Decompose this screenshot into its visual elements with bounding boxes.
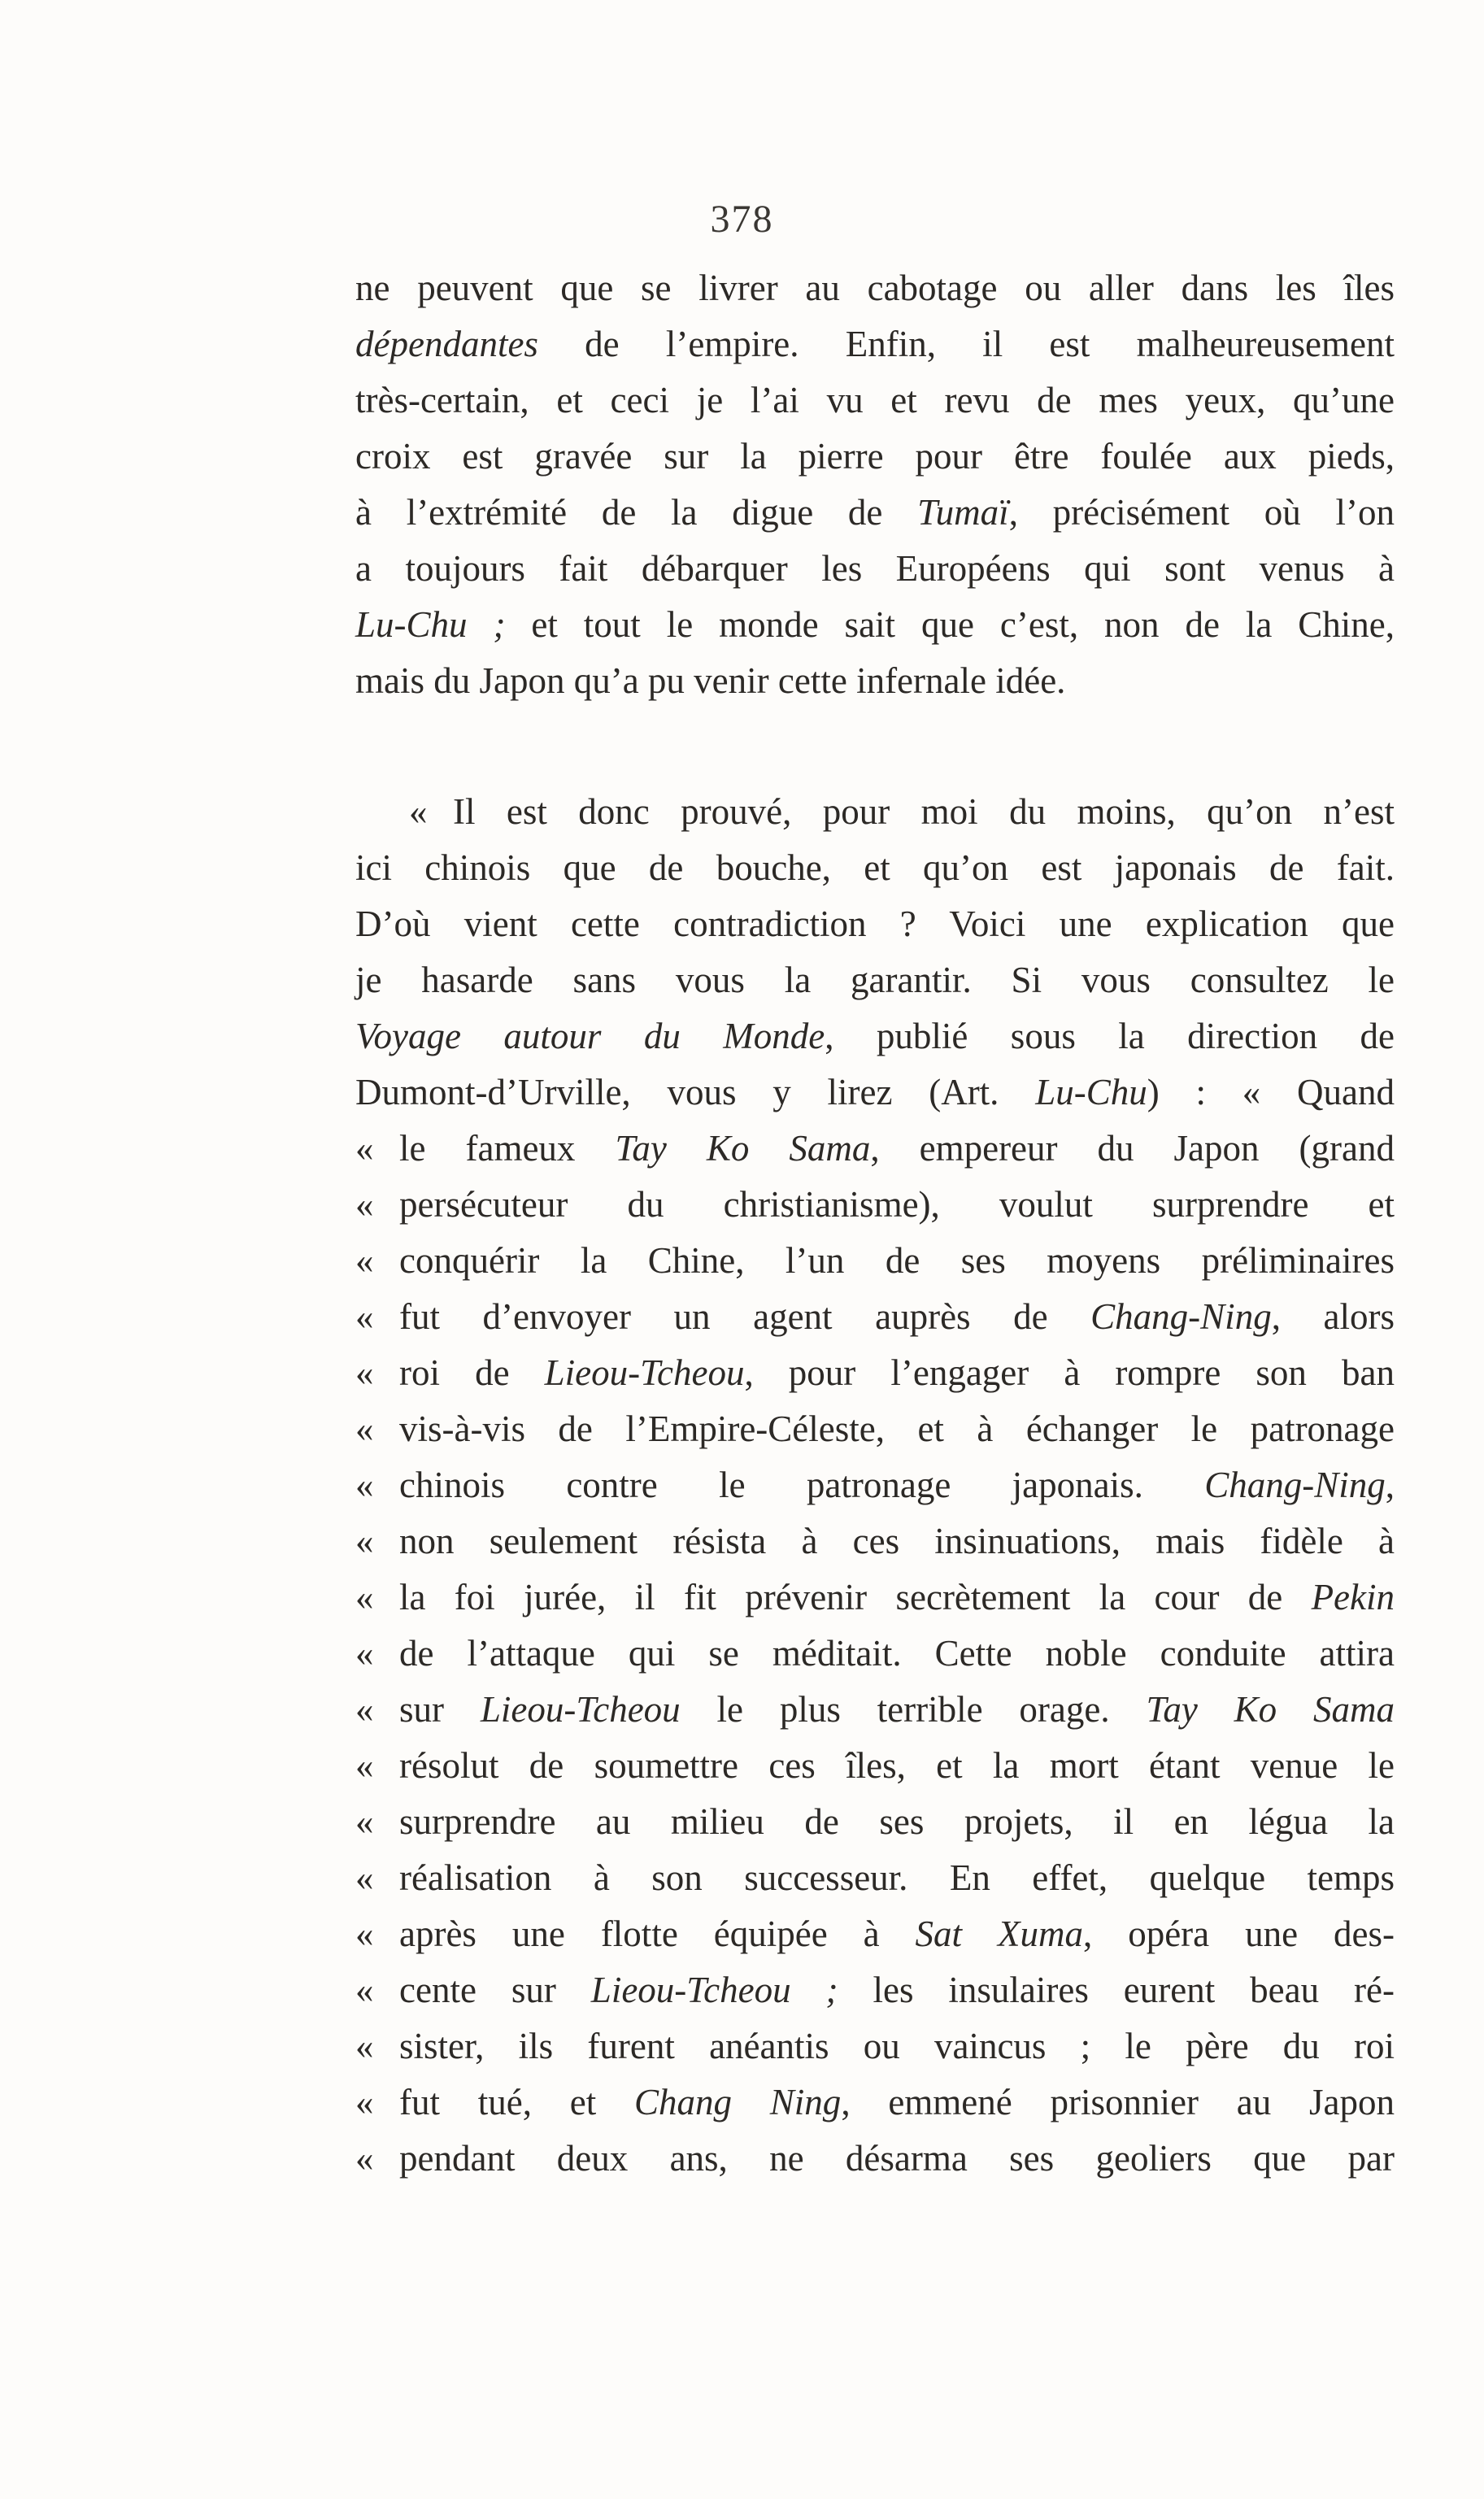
text-line: « après une flotte équipée à Sat Xuma, opéra une des-: [355, 1906, 1395, 1962]
quote-mark: «: [355, 2082, 374, 2122]
text-line: je hasarde sans vous la garantir. Si vous consultez le: [355, 960, 1395, 1000]
quote-mark: «: [355, 1745, 374, 1786]
quote-mark: «: [355, 1633, 374, 1674]
page-number: 378: [710, 198, 774, 241]
quote-mark: «: [355, 1408, 374, 1449]
text-line: dépendantes de l’empire. Enfin, il est malheureusement: [355, 324, 1395, 364]
text-line: croix est gravée sur la pierre pour être foulée aux pieds,: [355, 436, 1395, 477]
text-line: « chinois contre le patronage japonais. Chang-Ning,: [355, 1457, 1395, 1513]
text-line: D’où vient cette contradiction ? Voici une explication que: [355, 903, 1395, 944]
text-line: « sur Lieou-Tcheou le plus terrible orage. Tay Ko Sama: [355, 1682, 1395, 1738]
text-line: « conquérir la Chine, l’un de ses moyens préliminaires: [355, 1233, 1395, 1289]
text-line: « fut tué, et Chang Ning, emmené prisonnier au Japon: [355, 2075, 1395, 2131]
text-line: mais du Japon qu’a pu venir cette infernale idée.: [355, 660, 1066, 701]
text-line: Dumont-d’Urville, vous y lirez (Art. Lu-Chu) : « Quand: [355, 1072, 1395, 1112]
text-line: « Il est donc prouvé, pour moi du moins, qu’on n’est: [355, 784, 1395, 840]
text-line: « non seulement résista à ces insinuations, mais fidèle à: [355, 1513, 1395, 1569]
text-line: « réalisation à son successeur. En effet, quelque temps: [355, 1850, 1395, 1906]
quote-mark: «: [355, 2026, 374, 2066]
quote-mark: «: [355, 1801, 374, 1842]
text-line: « persécuteur du christianisme), voulut surprendre et: [355, 1177, 1395, 1233]
text-line: « cente sur Lieou-Tcheou ; les insulaires eurent beau ré-: [355, 1962, 1395, 2018]
text-line: « résolut de soumettre ces îles, et la mort étant venue le: [355, 1738, 1395, 1794]
quote-mark: «: [355, 1857, 374, 1898]
paragraph-2: [355, 784, 1395, 2187]
quote-mark: «: [355, 1240, 374, 1281]
quote-mark: «: [409, 791, 428, 832]
text-line: « sister, ils furent anéantis ou vaincus ; le père du roi: [355, 2018, 1395, 2075]
text-line: ici chinois que de bouche, et qu’on est japonais de fait.: [355, 847, 1395, 888]
quote-mark: «: [355, 1465, 374, 1505]
text-line: « vis-à-vis de l’Empire-Céleste, et à échanger le patronage: [355, 1401, 1395, 1457]
quote-mark: «: [355, 1184, 374, 1225]
text-line: très-certain, et ceci je l’ai vu et revu de mes yeux, qu’une: [355, 380, 1395, 420]
text-line: a toujours fait débarquer les Européens qui sont venus à: [355, 548, 1395, 589]
text-line: « surprendre au milieu de ses projets, il en légua la: [355, 1794, 1395, 1850]
quote-mark: «: [355, 1577, 374, 1617]
text-line: « fut d’envoyer un agent auprès de Chang-Ning, alors: [355, 1289, 1395, 1345]
quote-mark: «: [355, 1352, 374, 1393]
paragraph-1: [355, 260, 1395, 709]
text-line: « le fameux Tay Ko Sama, empereur du Japon (grand: [355, 1121, 1395, 1177]
quote-mark: «: [355, 1913, 374, 1954]
quote-mark: «: [355, 1689, 374, 1730]
text-line: Voyage autour du Monde, publié sous la direction de: [355, 1016, 1395, 1056]
quote-mark: «: [355, 2138, 374, 2179]
text-line: « pendant deux ans, ne désarma ses geoliers que par: [355, 2131, 1395, 2187]
text-line: ne peuvent que se livrer au cabotage ou aller dans les îles: [355, 268, 1395, 308]
quote-mark: «: [355, 1296, 374, 1337]
text-line: « la foi jurée, il fit prévenir secrètement la cour de Pekin: [355, 1569, 1395, 1626]
text-line: « de l’attaque qui se méditait. Cette noble conduite attira: [355, 1626, 1395, 1682]
quote-mark: «: [355, 1970, 374, 2010]
quote-mark: «: [355, 1128, 374, 1169]
quote-mark: «: [355, 1521, 374, 1561]
text-line: « roi de Lieou-Tcheou, pour l’engager à rompre son ban: [355, 1345, 1395, 1401]
text-line: à l’extrémité de la digue de Tumaï, précisément où l’on: [355, 492, 1395, 533]
text-line: Lu-Chu ; et tout le monde sait que c’est, non de la Chine,: [355, 604, 1395, 645]
